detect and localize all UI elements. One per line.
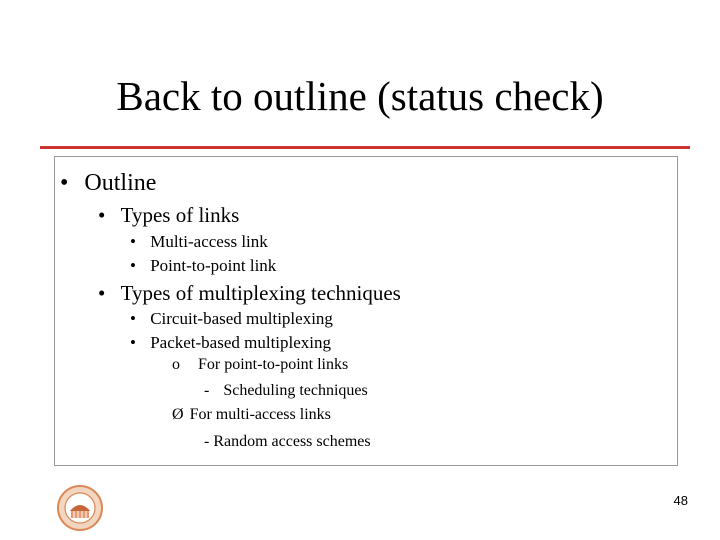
bullet-text: Types of links xyxy=(120,203,240,227)
university-seal-icon xyxy=(56,484,104,532)
bullet-marker: • xyxy=(98,281,106,305)
dash-marker: - xyxy=(204,382,210,399)
bullet-marker: • xyxy=(130,309,136,328)
slide-title: Back to outline (status check) xyxy=(116,73,604,119)
bullet-marker: • xyxy=(98,203,106,227)
bullet-outline xyxy=(60,170,156,197)
bullet-text: For multi-access links xyxy=(189,406,331,423)
bullet-scheduling xyxy=(204,382,368,400)
page-number: 48 xyxy=(673,493,688,508)
bullet-for-multi-access-links xyxy=(172,406,331,424)
bullet-multi-access-link xyxy=(130,232,268,252)
bullet-text: Packet-based multiplexing xyxy=(150,333,332,352)
bullet-marker: • xyxy=(130,232,136,251)
bullet-text: Scheduling techniques xyxy=(223,382,368,399)
bullet-text: Outline xyxy=(84,170,157,196)
bullet-text: Types of multiplexing techniques xyxy=(120,281,401,305)
bullet-point-to-point-link xyxy=(130,256,276,276)
bullet-marker: • xyxy=(130,256,136,275)
bullet-text: Multi-access link xyxy=(150,232,268,251)
bullet-text: Circuit-based multiplexing xyxy=(150,309,333,328)
arrow-marker: Ø xyxy=(172,406,184,423)
bullet-types-of-links xyxy=(98,203,239,228)
bullet-circuit-based xyxy=(130,309,333,329)
bullet-text: Point-to-point link xyxy=(150,256,277,275)
bullet-packet-based xyxy=(130,333,331,353)
bullet-text: - Random access schemes xyxy=(204,433,371,450)
circle-marker: o xyxy=(172,356,180,373)
bullet-types-of-multiplexing xyxy=(98,281,401,306)
bullet-text: For point-to-point links xyxy=(198,356,349,373)
bullet-for-p2p-links xyxy=(172,356,348,374)
bullet-random-access xyxy=(204,433,371,451)
bullet-marker: • xyxy=(130,333,136,352)
title-underline xyxy=(40,146,690,149)
bullet-marker: • xyxy=(60,170,69,196)
